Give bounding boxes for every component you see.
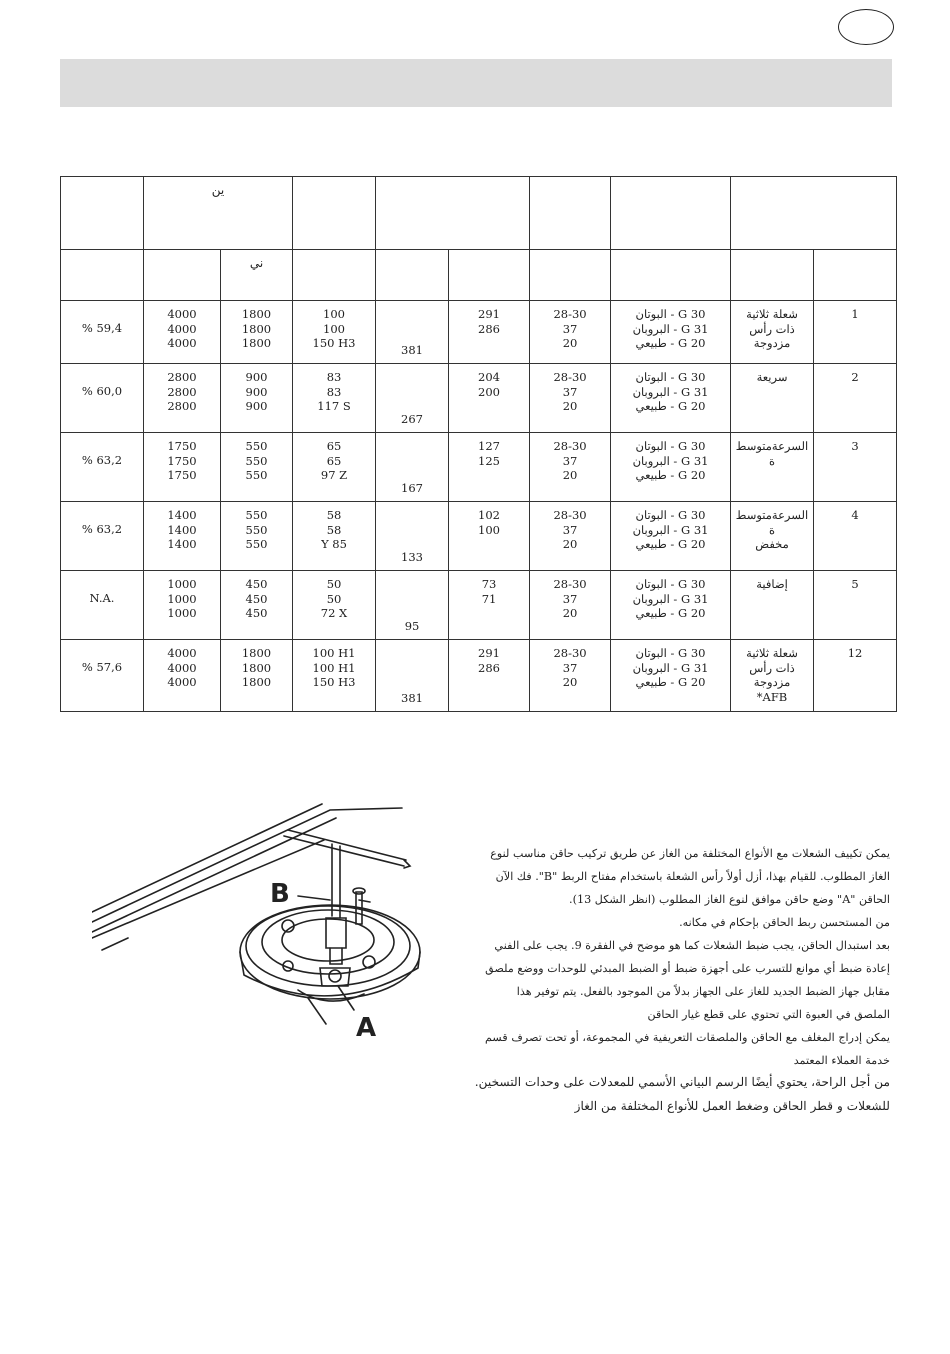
burner-type-cell <box>731 364 814 433</box>
gas-type-value: G 30 - البوتان <box>635 577 706 591</box>
reduced-power-value: 550 <box>245 522 268 537</box>
nominal-power-value: 2800 <box>167 384 197 399</box>
injector-value: Y 85 <box>321 537 347 551</box>
efficiency-value: % 63,2 <box>81 522 123 536</box>
burner-type-cell <box>731 502 814 571</box>
injector-cell <box>293 364 376 433</box>
pressure-value: 28-30 <box>553 508 587 522</box>
burner-data-table <box>60 176 897 712</box>
header-cell <box>376 177 530 250</box>
table-row <box>61 571 897 640</box>
gas-type-cell <box>611 364 731 433</box>
injector-value: 58 <box>326 522 342 537</box>
table-row <box>61 433 897 502</box>
header-cell <box>530 177 611 250</box>
bypass-value: 267 <box>401 411 423 426</box>
gas-type-value: G 20 - طبيعي <box>635 468 706 482</box>
nominal-power-value: 1750 <box>167 468 197 482</box>
burner-type-cell <box>731 433 814 502</box>
burner-type-value: AFB* <box>756 689 788 704</box>
pressure-value: 37 <box>562 384 578 399</box>
pressure-cell <box>530 502 611 571</box>
rating-note <box>470 1070 890 1118</box>
flow-value: 71 <box>481 591 497 606</box>
pressure-value: 28-30 <box>553 307 587 321</box>
efficiency-value: % 63,2 <box>81 453 123 467</box>
reduced-power-value: 550 <box>245 453 268 468</box>
pressure-value: 37 <box>562 453 578 468</box>
gas-type-value: G 30 - البوتان <box>635 439 706 453</box>
reduced-power-value: 1800 <box>241 646 272 660</box>
pressure-cell <box>530 571 611 640</box>
pressure-value: 20 <box>562 675 578 689</box>
nominal-power-value: 4000 <box>167 307 197 321</box>
flow-cell <box>449 301 530 364</box>
gas-type-value: G 20 - طبيعي <box>635 399 706 413</box>
reduced-power-value: 1800 <box>241 307 272 321</box>
note-line: من أجل الراحة، يحتوي أيضًا الرسم البياني الأسمي للمعدلات على وحدات التسخين. <box>474 1075 890 1089</box>
burner-type-value: ة <box>769 453 776 468</box>
instruction-line: يمكن تكييف الشعلات مع الأنواع المختلفة من الغاز عن طريق تركيب حاقن مناسب لنوع <box>490 847 890 860</box>
reduced-power-value: 550 <box>245 468 268 482</box>
pressure-value: 28-30 <box>553 646 587 660</box>
nominal-power-value: 1750 <box>167 439 197 453</box>
header-cell <box>376 250 449 301</box>
pressure-value: 28-30 <box>553 370 587 384</box>
pressure-value: 20 <box>562 336 578 350</box>
flow-value: 204 <box>478 370 500 384</box>
header-cell <box>144 250 221 301</box>
injector-value: 83 <box>326 370 342 384</box>
pressure-value: 20 <box>562 606 578 620</box>
burner-type-value: سريعة <box>756 370 788 384</box>
efficiency-value: % 59,4 <box>81 321 123 335</box>
gas-type-value: G 30 - البوتان <box>635 307 706 321</box>
note-line: للشعلات و قطر الحاقن وضغط العمل للأنواع المختلفة من الغاز <box>574 1099 890 1113</box>
pressure-cell <box>530 364 611 433</box>
header-cell <box>731 177 897 250</box>
injector-instructions <box>470 842 890 1072</box>
pressure-value: 28-30 <box>553 577 587 591</box>
reduced-power-cell <box>221 433 293 502</box>
nominal-power-value: 4000 <box>167 336 197 350</box>
header-glyph: ين <box>211 183 225 197</box>
bypass-value: 381 <box>401 342 423 357</box>
header-cell <box>611 250 731 301</box>
nominal-power-cell <box>144 571 221 640</box>
pressure-cell <box>530 433 611 502</box>
burner-type-value: السرعةمتوسط <box>735 508 809 522</box>
nominal-power-cell <box>144 640 221 712</box>
burner-number: 5 <box>851 577 859 591</box>
gas-type-cell <box>611 502 731 571</box>
instruction-line: من المستحسن ربط الحاقن بإحكام في مكانه. <box>679 916 890 929</box>
burner-type-value: شعلة ثلاثية <box>746 307 798 321</box>
burner-type-value: مخفض <box>755 537 789 551</box>
injector-value: 50 <box>326 577 342 591</box>
injector-value: 100 H1 <box>312 660 356 675</box>
reduced-power-value: 1800 <box>241 660 272 675</box>
header-cell <box>61 177 144 250</box>
reduced-power-value: 450 <box>245 591 268 606</box>
injector-value: 65 <box>326 453 342 468</box>
bypass-cell <box>376 502 449 571</box>
reduced-power-cell <box>221 301 293 364</box>
efficiency-cell <box>61 571 144 640</box>
injector-replacement-illustration <box>92 800 432 1055</box>
table-header-row-1 <box>61 177 897 250</box>
reduced-power-value: 1800 <box>241 336 272 350</box>
instruction-line: خدمة العملاء المعتمد <box>793 1054 890 1067</box>
gas-type-cell <box>611 301 731 364</box>
injector-cell <box>293 571 376 640</box>
reduced-power-cell <box>221 502 293 571</box>
burner-type-value: ذات رأس <box>749 660 795 675</box>
bypass-cell <box>376 301 449 364</box>
pressure-value: 37 <box>562 591 578 606</box>
table-row <box>61 502 897 571</box>
nominal-power-value: 2800 <box>167 399 197 413</box>
instruction-line: الملصق في العبوة التي تحتوي على قطع غيار الحاقن <box>647 1008 890 1021</box>
nominal-power-value: 1000 <box>167 591 197 606</box>
header-cell <box>293 250 376 301</box>
reduced-power-cell <box>221 640 293 712</box>
burner-type-cell <box>731 571 814 640</box>
reduced-power-value: 550 <box>245 508 268 522</box>
nominal-power-value: 4000 <box>167 321 197 336</box>
pressure-value: 28-30 <box>553 439 587 453</box>
injector-value: 72 X <box>320 606 348 620</box>
bypass-cell <box>376 364 449 433</box>
pressure-value: 37 <box>562 522 578 537</box>
efficiency-cell <box>61 640 144 712</box>
nominal-power-value: 1400 <box>167 508 197 522</box>
gas-type-value: G 31 - البروبان <box>632 321 709 336</box>
burner-number-cell <box>814 364 897 433</box>
injector-cell <box>293 433 376 502</box>
reduced-power-value: 450 <box>245 606 268 620</box>
injector-value: 83 <box>326 384 342 399</box>
flow-value: 102 <box>478 508 500 522</box>
nominal-power-cell <box>144 301 221 364</box>
pressure-value: 20 <box>562 399 578 413</box>
injector-value: 50 <box>326 591 342 606</box>
burner-type-value: مزدوجة <box>753 675 791 689</box>
flow-cell <box>449 364 530 433</box>
flow-cell <box>449 433 530 502</box>
reduced-power-cell <box>221 571 293 640</box>
injector-value: 97 Z <box>320 468 348 482</box>
header-cell <box>611 177 731 250</box>
flow-cell <box>449 502 530 571</box>
gas-type-value: G 30 - البوتان <box>635 370 706 384</box>
flow-value: 100 <box>478 522 500 537</box>
header-cell <box>530 250 611 301</box>
burner-type-value: مزدوجة <box>753 336 791 350</box>
nominal-power-value: 1000 <box>167 577 197 591</box>
table-row <box>61 640 897 712</box>
burner-type-cell <box>731 640 814 712</box>
instruction-line: الحاقن "A" وضع حاقن موافق لنوع الغاز المطلوب (انظر الشكل 13). <box>569 893 890 906</box>
gas-type-cell <box>611 571 731 640</box>
table-row <box>61 364 897 433</box>
burner-type-value: السرعةمتوسط <box>735 439 809 453</box>
efficiency-cell <box>61 364 144 433</box>
header-cell-reduced <box>221 250 293 301</box>
pressure-value: 20 <box>562 537 578 551</box>
injector-value: 58 <box>326 508 342 522</box>
nominal-power-value: 4000 <box>167 660 197 675</box>
injector-cell <box>293 640 376 712</box>
efficiency-cell <box>61 433 144 502</box>
injector-value: 100 <box>323 307 345 321</box>
table-row <box>61 301 897 364</box>
burner-number-cell <box>814 301 897 364</box>
injector-value: 65 <box>326 439 342 453</box>
burner-type-value: شعلة ثلاثية <box>746 646 798 660</box>
reduced-power-value: 900 <box>245 399 268 413</box>
header-cell <box>449 250 530 301</box>
flow-cell <box>449 571 530 640</box>
flow-value: 125 <box>478 453 500 468</box>
flow-value: 291 <box>478 646 500 660</box>
nominal-power-cell <box>144 433 221 502</box>
burner-number: 2 <box>851 370 859 384</box>
burner-number: 4 <box>851 508 859 522</box>
pressure-value: 20 <box>562 468 578 482</box>
burner-number-cell <box>814 640 897 712</box>
burner-number-cell <box>814 502 897 571</box>
instruction-line: مقابل جهاز الضبط الجديد للغاز على الجهاز بدلاً من الموجود بالفعل. يتم توفير هذا <box>516 985 890 998</box>
gas-type-value: G 30 - البوتان <box>635 646 706 660</box>
bypass-cell <box>376 433 449 502</box>
nominal-power-cell <box>144 364 221 433</box>
reduced-power-value: 550 <box>245 439 268 453</box>
efficiency-value: N.A. <box>89 591 115 605</box>
nominal-power-value: 4000 <box>167 675 197 689</box>
flow-value: 286 <box>478 660 500 675</box>
injector-value: 150 H3 <box>312 336 356 350</box>
burner-number-cell <box>814 433 897 502</box>
bypass-cell <box>376 640 449 712</box>
instruction-line: يمكن إدراج المغلف مع الحاقن والملصقات التعريفية في المجموعة، أو تحت تصرف قسم <box>484 1031 890 1044</box>
burner-type-value: ذات رأس <box>749 321 795 336</box>
injector-value: 150 H3 <box>312 675 356 689</box>
gas-type-value: G 31 - البروبان <box>632 453 709 468</box>
header-glyph: ني <box>249 256 264 270</box>
bypass-value: 167 <box>401 480 423 495</box>
language-badge <box>838 9 894 45</box>
bypass-value: 133 <box>401 549 423 564</box>
efficiency-value: % 57,6 <box>81 660 123 674</box>
header-cell-power <box>144 177 293 250</box>
gas-type-value: G 20 - طبيعي <box>635 336 706 350</box>
gas-type-value: G 31 - البروبان <box>632 660 709 675</box>
nominal-power-value: 4000 <box>167 646 197 660</box>
header-cell <box>61 250 144 301</box>
bypass-value: 381 <box>401 690 423 705</box>
injector-cell <box>293 502 376 571</box>
efficiency-value: % 60,0 <box>81 384 123 398</box>
table-header-row-2 <box>61 250 897 301</box>
gas-type-value: G 31 - البروبان <box>632 384 709 399</box>
efficiency-cell <box>61 502 144 571</box>
header-cell <box>731 250 814 301</box>
section-header-bar <box>60 59 892 107</box>
flow-value: 127 <box>478 439 500 453</box>
flow-value: 73 <box>481 577 497 591</box>
instruction-line: إعادة ضبط أي موانع للتسرب على أجهزة ضبط أو الضبط المبدئي للوحدات ووضع ملصق <box>485 962 890 975</box>
nominal-power-value: 1400 <box>167 522 197 537</box>
injector-value: 100 <box>323 321 345 336</box>
flow-value: 200 <box>478 384 500 399</box>
injector-value: 100 H1 <box>312 646 356 660</box>
gas-type-value: G 31 - البروبان <box>632 522 709 537</box>
flow-value: 286 <box>478 321 500 336</box>
burner-number-cell <box>814 571 897 640</box>
burner-number: 3 <box>851 439 859 453</box>
bypass-cell <box>376 571 449 640</box>
reduced-power-value: 900 <box>245 384 268 399</box>
nominal-power-value: 1400 <box>167 537 197 551</box>
reduced-power-cell <box>221 364 293 433</box>
instruction-line: بعد استبدال الحاقن، يجب ضبط الشعلات كما هو موضح في الفقرة 9. يجب على الفني <box>494 939 890 952</box>
gas-type-value: G 31 - البروبان <box>632 591 709 606</box>
gas-type-value: G 20 - طبيعي <box>635 675 706 689</box>
gas-type-cell <box>611 433 731 502</box>
nominal-power-value: 2800 <box>167 370 197 384</box>
pressure-cell <box>530 301 611 364</box>
header-cell <box>814 250 897 301</box>
gas-type-cell <box>611 640 731 712</box>
reduced-power-value: 550 <box>245 537 268 551</box>
reduced-power-value: 450 <box>245 577 268 591</box>
burner-type-value: ة <box>769 522 776 537</box>
efficiency-cell <box>61 301 144 364</box>
flow-cell <box>449 640 530 712</box>
pressure-cell <box>530 640 611 712</box>
bypass-value: 95 <box>404 618 420 633</box>
burner-type-cell <box>731 301 814 364</box>
gas-type-value: G 20 - طبيعي <box>635 606 706 620</box>
reduced-power-value: 900 <box>245 370 268 384</box>
nominal-power-cell <box>144 502 221 571</box>
reduced-power-value: 1800 <box>241 321 272 336</box>
burner-number: 12 <box>847 646 863 660</box>
reduced-power-value: 1800 <box>241 675 272 689</box>
burner-type-value: إضافية <box>756 577 788 591</box>
label-a: A <box>356 1013 377 1043</box>
gas-type-value: G 30 - البوتان <box>635 508 706 522</box>
instruction-line: الغاز المطلوب. للقيام بهذا، أزل أولاً رأس الشعلة باستخدام مفتاح الربط "B". فك الآن <box>495 870 890 883</box>
nominal-power-value: 1750 <box>167 453 197 468</box>
flow-value: 291 <box>478 307 500 321</box>
label-b: B <box>270 879 290 909</box>
nominal-power-value: 1000 <box>167 606 197 620</box>
injector-cell <box>293 301 376 364</box>
injector-value: 117 S <box>317 399 351 413</box>
burner-number: 1 <box>851 307 859 321</box>
pressure-value: 37 <box>562 660 578 675</box>
gas-type-value: G 20 - طبيعي <box>635 537 706 551</box>
header-cell <box>293 177 376 250</box>
pressure-value: 37 <box>562 321 578 336</box>
